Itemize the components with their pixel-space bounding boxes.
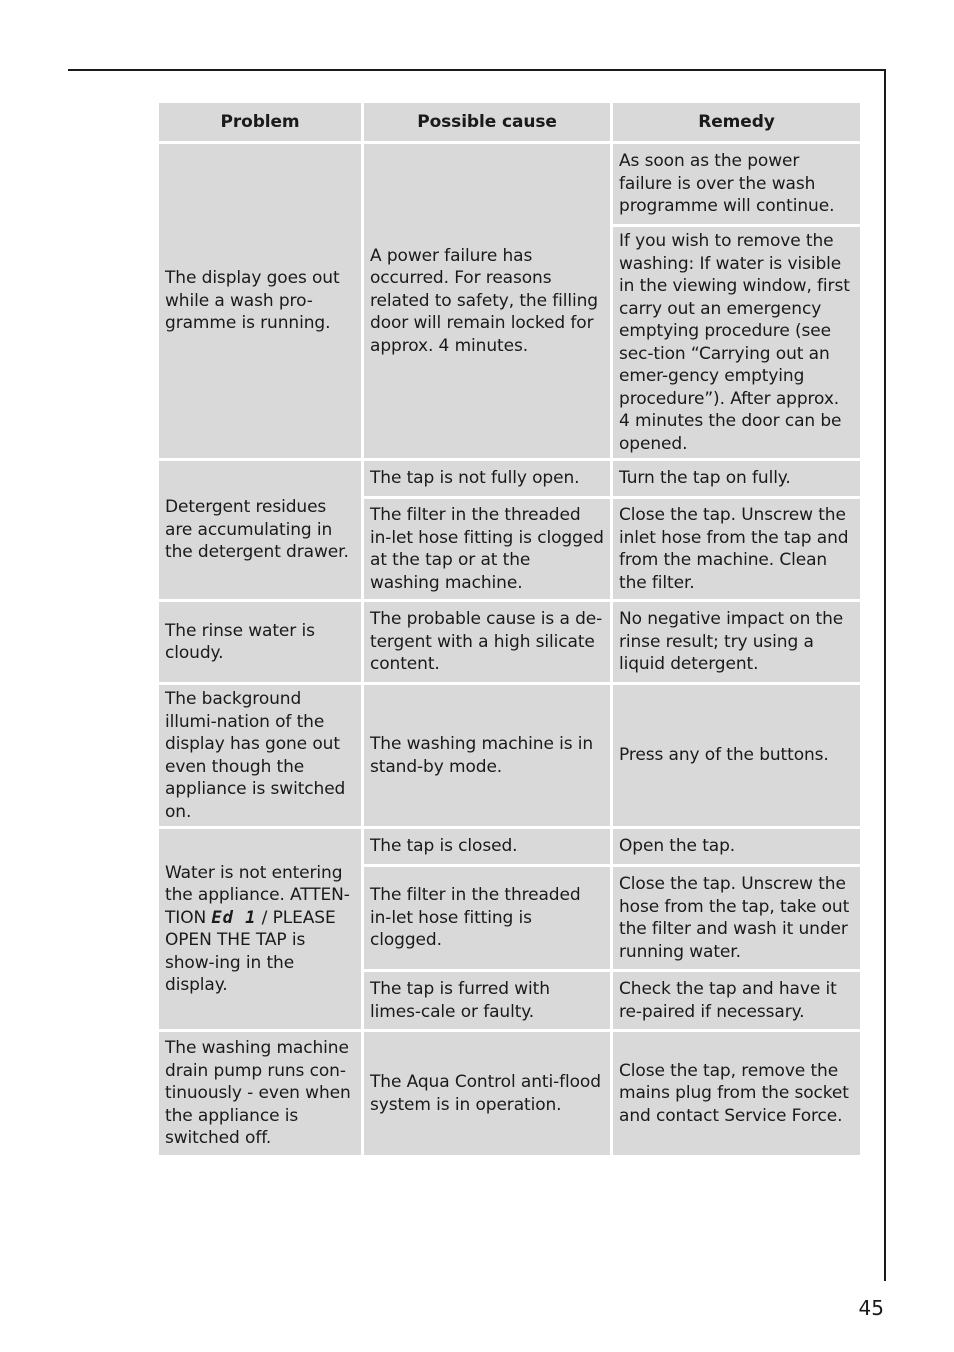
table-row [159,685,860,826]
header-remedy: Remedy [613,103,860,141]
top-rule [68,69,886,71]
remedy-cell: Close the tap, remove the mains plug from the socket and contact Service Force. [613,1032,860,1155]
problem-text: / PLEASE OPEN THE TAP is show-ing in the display. [165,907,336,995]
cause-cell: The tap is furred with limes-cale or faulty. [364,972,610,1029]
side-rule [884,69,886,1281]
remedy-cell: Close the tap. Unscrew the inlet hose from the tap and from the machine. Clean the filter. [613,499,860,599]
cause-cell: The tap is not fully open. [364,461,610,496]
table-row [159,1032,860,1155]
header-possible-cause: Possible cause [364,103,610,141]
remedy-cell: Turn the tap on fully. [613,461,860,496]
table-header-row [159,103,860,141]
table-row [159,602,860,682]
cause-cell: The Aqua Control anti-flood system is in operation. [364,1032,610,1155]
error-code-display: Ed 1 [211,907,257,928]
remedy-cell: No negative impact on the rinse result; try using a liquid detergent. [613,602,860,682]
remedy-cell: If you wish to remove the washing: If water is visible in the viewing window, first carry out an emergency emptying procedure (see sec-tion “Carrying out an emer-gency emptying procedure”). After approx. 4 minutes the door can be opened. [613,227,860,458]
problem-cell [159,829,361,1029]
cause-cell: The filter in the threaded in-let hose fitting is clogged at the tap or at the washing machine. [364,499,610,599]
remedy-cell: Check the tap and have it re-paired if necessary. [613,972,860,1029]
problem-cell: The display goes out while a wash pro-gramme is running. [159,144,361,458]
remedy-cell: Open the tap. [613,829,860,864]
problem-cell: The washing machine drain pump runs con-tinuously - even when the appliance is switched off. [159,1032,361,1155]
table-row [159,461,860,496]
page-number: 45 [858,1296,884,1320]
cause-cell: The probable cause is a de-tergent with a high silicate content. [364,602,610,682]
remedy-cell: Press any of the buttons. [613,685,860,826]
cause-cell: The tap is closed. [364,829,610,864]
problem-cell: Detergent residues are accumulating in the detergent drawer. [159,461,361,599]
cause-cell: The filter in the threaded in-let hose fitting is clogged. [364,867,610,969]
remedy-cell: As soon as the power failure is over the wash programme will continue. [613,144,860,224]
problem-cell: The background illumi-nation of the display has gone out even though the appliance is switched on. [159,685,361,826]
cause-cell: The washing machine is in stand-by mode. [364,685,610,826]
table-row [159,829,860,864]
cause-cell: A power failure has occurred. For reasons related to safety, the filling door will remain locked for approx. 4 minutes. [364,144,610,458]
problem-cell: The rinse water is cloudy. [159,602,361,682]
table-row [159,144,860,224]
troubleshooting-table [156,100,863,1158]
remedy-cell: Close the tap. Unscrew the hose from the tap, take out the filter and wash it under running water. [613,867,860,969]
header-problem: Problem [159,103,361,141]
problem-text: Water is not entering the appliance. ATTEN-TION [165,862,350,928]
